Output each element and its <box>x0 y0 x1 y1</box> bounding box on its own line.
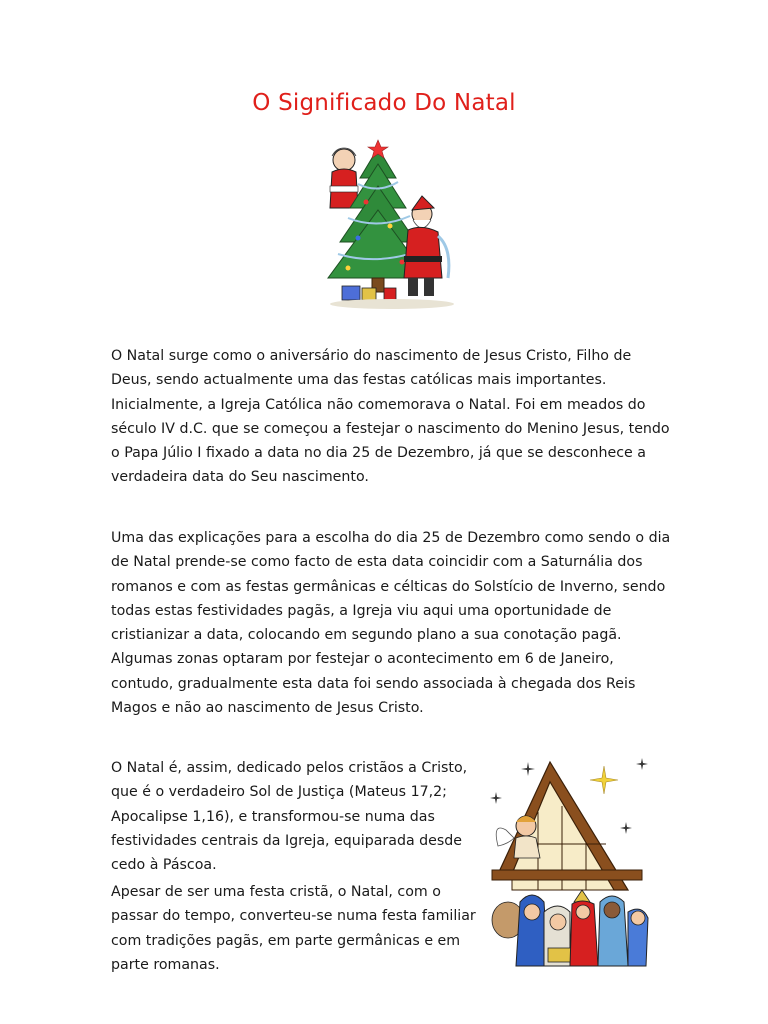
nativity-figures <box>492 890 648 966</box>
stable <box>492 762 642 890</box>
nativity-illustration <box>478 752 656 976</box>
paragraph-2: Uma das explicações para a escolha do dia 25 de Dezembro como sendo o dia de Natal prende-se como facto de esta data coincidir com a Saturnália dos romanos e com as festas germânicas e célticas do Solstício de Inverno, sendo todas estas festividades pagãs, a Igreja viu aqui uma oportunidade de cristianizar a data, colocando em segundo plano a sua conotação pagã. Algumas zonas optaram por festejar o acontecimento em 6 de Janeiro, contudo, gradualmente esta data foi sendo associada à chegada dos Reis Magos e não ao nascimento de Jesus Cristo. <box>111 530 671 717</box>
paragraph-1: O Natal surge como o aniversário do nascimento de Jesus Cristo, Filho de Deus, sendo actualmente uma das festas católicas mais importantes. Inicialmente, a Igreja Católica não comemorava o Natal. Foi em meados do século IV d.C. que se começou a festejar o nascimento do Menino Jesus, tendo o Papa Júlio I fixado a data no dia 25 de Dezembro, já que se desconhece a verdadeira data do Seu nascimento. <box>111 348 670 486</box>
angel-figure <box>496 816 540 858</box>
santa-figure <box>404 196 449 296</box>
gift-boxes <box>330 286 454 309</box>
christmas-tree-illustration <box>318 138 466 310</box>
page-title: O Significado Do Natal <box>252 90 516 116</box>
mrs-claus-figure <box>330 148 358 208</box>
paragraph-3: O Natal é, assim, dedicado pelos cristãos a Cristo, que é o verdadeiro Sol de Justiça (Mateus 17,2; Apocalipse 1,16), e transformou-se numa das festividades centrais da Igreja, equiparada desde cedo à Páscoa. <box>111 760 468 874</box>
paragraph-4: Apesar de ser uma festa cristã, o Natal, com o passar do tempo, converteu-se numa festa familiar com tradições pagãs, em parte germânicas e em parte romanas. <box>111 884 476 973</box>
